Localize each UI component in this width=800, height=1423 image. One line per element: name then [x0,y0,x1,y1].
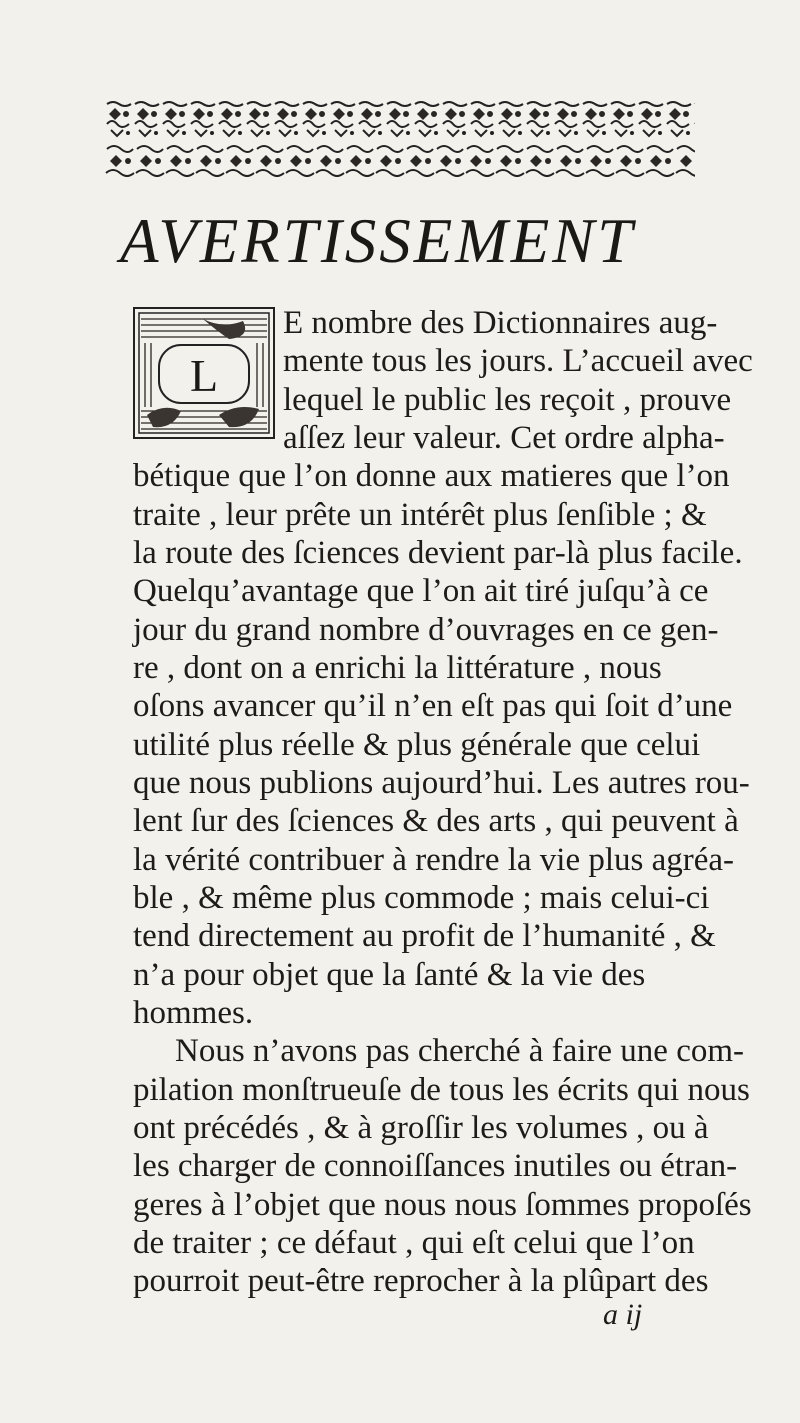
text-line: pilation monſtrueuſe de tous les écrits qui nous [133,1072,750,1108]
text-line: que nous publions aujourd’hui. Les autres rou- [133,765,750,801]
text-line: re , dont on a enrichi la littérature , nous [133,650,662,686]
text-line: lent ſur des ſciences & des arts , qui peuvent à [133,803,739,839]
text-line: traite , leur prête un intérêt plus ſenſible ; & [133,497,707,533]
text-line: E nombre des Dictionnaires aug- [283,305,718,341]
ornament-pattern-bottom [105,143,695,179]
ornament-pattern-top [105,100,695,140]
text-line: la route des ſciences devient par-là plus facile. [133,535,743,571]
text-line: tend directement au profit de l’humanité , & [133,918,716,954]
text-line: Quelqu’avantage que l’on ait tiré juſqu’à ce [133,573,709,609]
text-line: de traiter ; ce défaut , qui eſt celui que l’on [133,1225,695,1261]
text-line: pourroit peut-être reprocher à la plûpart des [133,1263,709,1299]
drop-cap-frame-icon [133,307,275,439]
text-line: ble , & même plus commode ; mais celui-ci [133,880,710,916]
text-line: mente tous les jours. L’accueil avec [283,343,753,379]
text-line: Nous n’avons pas cherché à faire une com- [175,1033,745,1069]
text-line: aſſez leur valeur. Cet ordre alpha- [283,420,725,456]
text-line: lequel le public les reçoit , prouve [283,382,732,418]
signature-mark: a ij [603,1298,643,1331]
drop-cap-letter: L [189,350,219,401]
ornament-headpiece-top [105,100,695,140]
text-line: la vérité contribuer à rendre la vie plus agréa- [133,842,735,878]
text-line: utilité plus réelle & plus générale que celui [133,727,701,763]
drop-cap-woodcut [133,307,275,439]
text-line: hommes. [133,995,254,1031]
text-line: bétique que l’on donne aux matieres que l’on [133,458,730,494]
text-line: les charger de connoiſſances inutiles ou étran- [133,1148,738,1184]
text-line: jour du grand nombre d’ouvrages en ce gen- [133,612,719,648]
text-line: ont précédés , & à groſſir les volumes , ou à [133,1110,709,1146]
text-line: n’a pour objet que la ſanté & la vie des [133,957,646,993]
ornament-headpiece-bottom [105,143,695,179]
text-line: geres à l’objet que nous nous ſommes propoſés [133,1187,752,1223]
text-line: oſons avancer qu’il n’en eſt pas qui ſoit d’une [133,688,733,724]
page-title: AVERTISSEMENT [120,206,636,276]
